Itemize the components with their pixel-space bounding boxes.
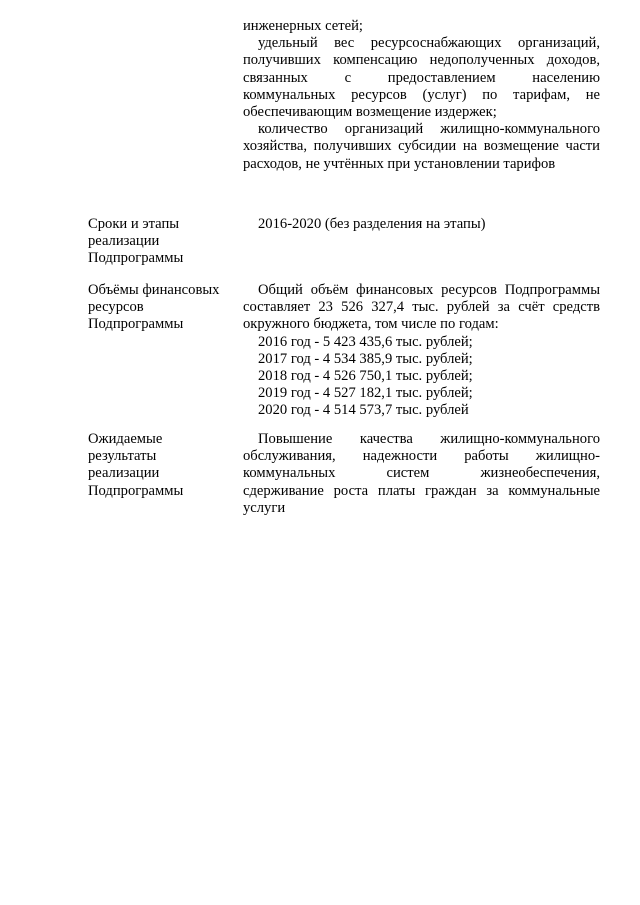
text-line: обеспечивающим возмещение издержек; — [243, 103, 497, 120]
text-line: Повышение качества жилищно-коммунального — [258, 431, 600, 447]
year-amount: 2020 год - 4 514 573,7 тыс. рублей — [258, 402, 469, 419]
text-line: расходов, не учтённых при установлении тарифов — [243, 155, 556, 172]
label-line: Подпрограммы — [88, 316, 184, 333]
text-line: связанных с предоставлением населению — [243, 69, 600, 86]
text-line: удельный вес ресурсоснабжающих организаций, — [258, 35, 600, 52]
indicators-continuation — [243, 18, 600, 173]
text-line: хозяйства, получивших субсидии на возмещение части — [243, 138, 600, 155]
year-amount: 2017 год - 4 534 385,9 тыс. рублей; — [258, 350, 473, 367]
row-value-results — [243, 431, 600, 517]
label-line: Подпрограммы — [88, 250, 184, 267]
text-line: Общий объём финансовых ресурсов Подпрограммы — [258, 282, 600, 298]
row-label-results — [88, 431, 238, 500]
text-line: услуги — [243, 499, 286, 516]
label-line: ресурсов — [88, 299, 144, 316]
label-line: Сроки и этапы — [88, 216, 180, 232]
label-line: Подпрограммы — [88, 482, 184, 499]
year-amount: 2019 год - 4 527 182,1 тыс. рублей; — [258, 385, 473, 402]
year-amount: 2018 год - 4 526 750,1 тыс. рублей; — [258, 367, 473, 384]
row-value-terms — [243, 216, 600, 233]
text-line: обслуживания, надежности работы жилищно- — [243, 448, 600, 465]
text-line: 2016-2020 (без разделения на этапы) — [258, 216, 486, 232]
text-line: составляет 23 526 327,4 тыс. рублей за счёт средств — [243, 299, 600, 316]
text-line: сдерживание роста платы граждан за коммунальные — [243, 482, 600, 499]
text-line: количество организаций жилищно-коммунального — [258, 121, 600, 138]
text-line: получивших компенсацию недополученных доходов, — [243, 52, 600, 69]
label-line: реализации — [88, 233, 160, 250]
year-amount: 2016 год - 5 423 435,6 тыс. рублей; — [258, 333, 473, 350]
label-line: результаты — [88, 448, 157, 465]
text-line: коммунальных ресурсов (услуг) по тарифам, не — [243, 86, 600, 103]
text-line: окружного бюджета, том числе по годам: — [243, 316, 499, 333]
label-line: реализации — [88, 465, 160, 482]
text-line: коммунальных систем жизнеобеспечения, — [243, 465, 600, 482]
label-line: Объёмы финансовых — [88, 282, 220, 298]
row-label-funding — [88, 282, 238, 334]
row-label-terms — [88, 216, 238, 268]
label-line: Ожидаемые — [88, 431, 163, 447]
row-value-funding — [243, 282, 600, 420]
text-line: инженерных сетей; — [243, 18, 363, 34]
